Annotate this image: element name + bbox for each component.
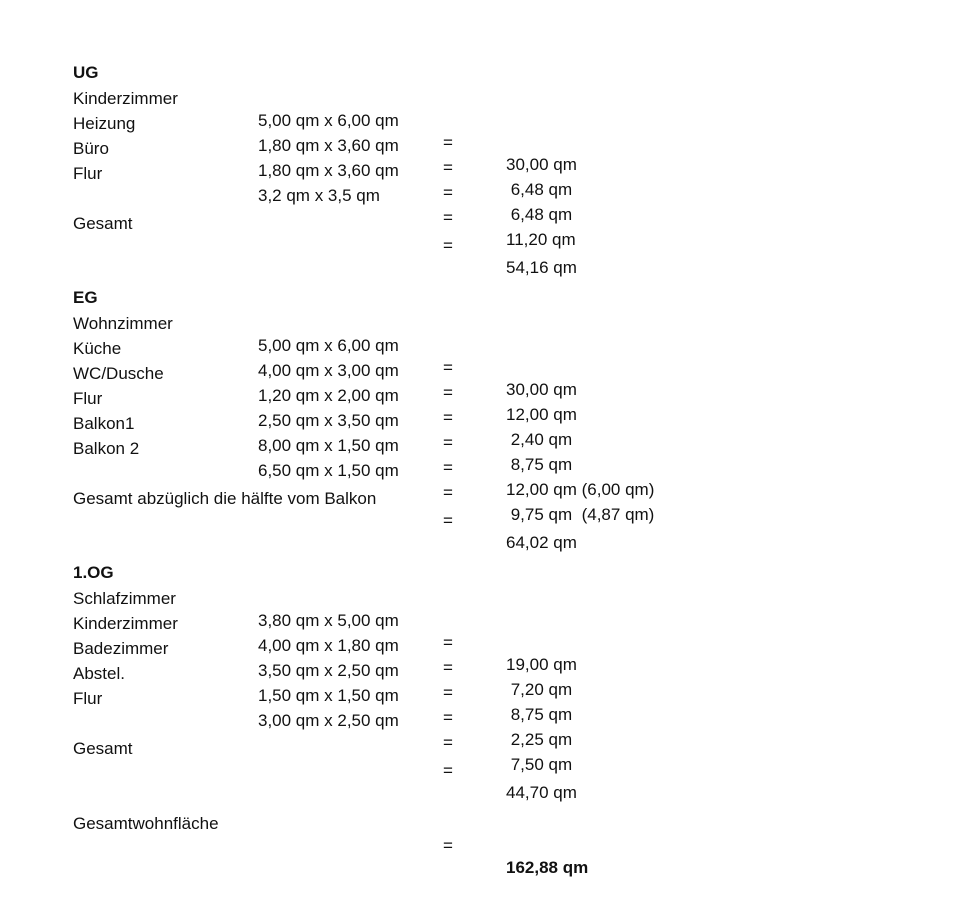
- equals-sign: =: [443, 633, 453, 652]
- room-area: 30,00 qm: [506, 155, 577, 174]
- room-name: Kinderzimmer: [73, 89, 178, 108]
- room-dimensions: 8,00 qm x 1,50 qm: [258, 436, 399, 455]
- room-name: Abstel.: [73, 664, 125, 683]
- room-area: 7,50 qm: [506, 755, 573, 774]
- equals-sign: =: [443, 483, 453, 502]
- room-name: Badezimmer: [73, 639, 169, 658]
- total-area: 44,70 qm: [506, 783, 577, 802]
- section-heading: 1.OG: [73, 563, 114, 582]
- room-area: 30,00 qm: [506, 380, 577, 399]
- room-area: 12,00 qm: [506, 405, 577, 424]
- room-name: Büro: [73, 139, 109, 158]
- room-dimensions: 3,80 qm x 5,00 qm: [258, 611, 399, 630]
- room-area: 2,25 qm: [506, 730, 573, 749]
- total-area: 54,16 qm: [506, 258, 577, 277]
- room-area: 6,48 qm: [506, 180, 573, 199]
- room-dimensions: 1,20 qm x 2,00 qm: [258, 386, 399, 405]
- equals-sign: =: [443, 236, 453, 255]
- room-name: WC/Dusche: [73, 364, 164, 383]
- equals-sign: =: [443, 458, 453, 477]
- equals-sign: =: [443, 511, 453, 530]
- equals-sign: =: [443, 658, 453, 677]
- grand-total-row: [0, 791, 960, 877]
- equals-sign: =: [443, 733, 453, 752]
- section-heading: EG: [73, 288, 98, 307]
- room-area: 12,00 qm (6,00 qm): [506, 480, 655, 499]
- equals-sign: =: [443, 133, 453, 152]
- room-area: 2,40 qm: [506, 430, 573, 449]
- equals-sign: =: [443, 708, 453, 727]
- room-area: 8,75 qm: [506, 455, 573, 474]
- room-dimensions: 3,50 qm x 2,50 qm: [258, 661, 399, 680]
- room-dimensions: 4,00 qm x 3,00 qm: [258, 361, 399, 380]
- room-dimensions: 1,80 qm x 3,60 qm: [258, 136, 399, 155]
- room-dimensions: 6,50 qm x 1,50 qm: [258, 461, 399, 480]
- total-label: Gesamt: [73, 739, 133, 758]
- room-name: Kinderzimmer: [73, 614, 178, 633]
- room-dimensions: 3,2 qm x 3,5 qm: [258, 186, 380, 205]
- total-label: Gesamt abzüglich die hälfte vom Balkon: [73, 489, 377, 508]
- equals-sign: =: [443, 433, 453, 452]
- room-dimensions: 4,00 qm x 1,80 qm: [258, 636, 399, 655]
- equals-sign: =: [443, 208, 453, 227]
- room-area: 7,20 qm: [506, 680, 573, 699]
- room-name: Flur: [73, 389, 103, 408]
- room-dimensions: 3,00 qm x 2,50 qm: [258, 711, 399, 730]
- equals-sign: =: [443, 761, 453, 780]
- room-dimensions: 5,00 qm x 6,00 qm: [258, 336, 399, 355]
- equals-sign: =: [443, 383, 453, 402]
- total-label: Gesamt: [73, 214, 133, 233]
- room-dimensions: 1,80 qm x 3,60 qm: [258, 161, 399, 180]
- room-name: Wohnzimmer: [73, 314, 173, 333]
- room-name: Balkon 2: [73, 439, 140, 458]
- room-dimensions: 2,50 qm x 3,50 qm: [258, 411, 399, 430]
- room-dimensions: 1,50 qm x 1,50 qm: [258, 686, 399, 705]
- room-dimensions: 5,00 qm x 6,00 qm: [258, 111, 399, 130]
- equals-sign: =: [443, 358, 453, 377]
- room-name: Flur: [73, 689, 103, 708]
- equals-sign: =: [443, 683, 453, 702]
- room-area: 19,00 qm: [506, 655, 577, 674]
- total-area: 64,02 qm: [506, 533, 577, 552]
- grand-total-label: Gesamtwohnfläche: [73, 814, 219, 833]
- room-area: 9,75 qm (4,87 qm): [506, 505, 655, 524]
- equals-sign: =: [443, 836, 453, 855]
- equals-sign: =: [443, 158, 453, 177]
- room-name: Heizung: [73, 114, 136, 133]
- room-area: 8,75 qm: [506, 705, 573, 724]
- equals-sign: =: [443, 183, 453, 202]
- room-name: Flur: [73, 164, 103, 183]
- room-name: Küche: [73, 339, 122, 358]
- section-heading: UG: [73, 63, 99, 82]
- room-area: 11,20 qm: [506, 230, 576, 249]
- room-area: 6,48 qm: [506, 205, 573, 224]
- grand-total-area: 162,88 qm: [506, 858, 589, 877]
- room-name: Schlafzimmer: [73, 589, 176, 608]
- equals-sign: =: [443, 408, 453, 427]
- room-name: Balkon1: [73, 414, 135, 433]
